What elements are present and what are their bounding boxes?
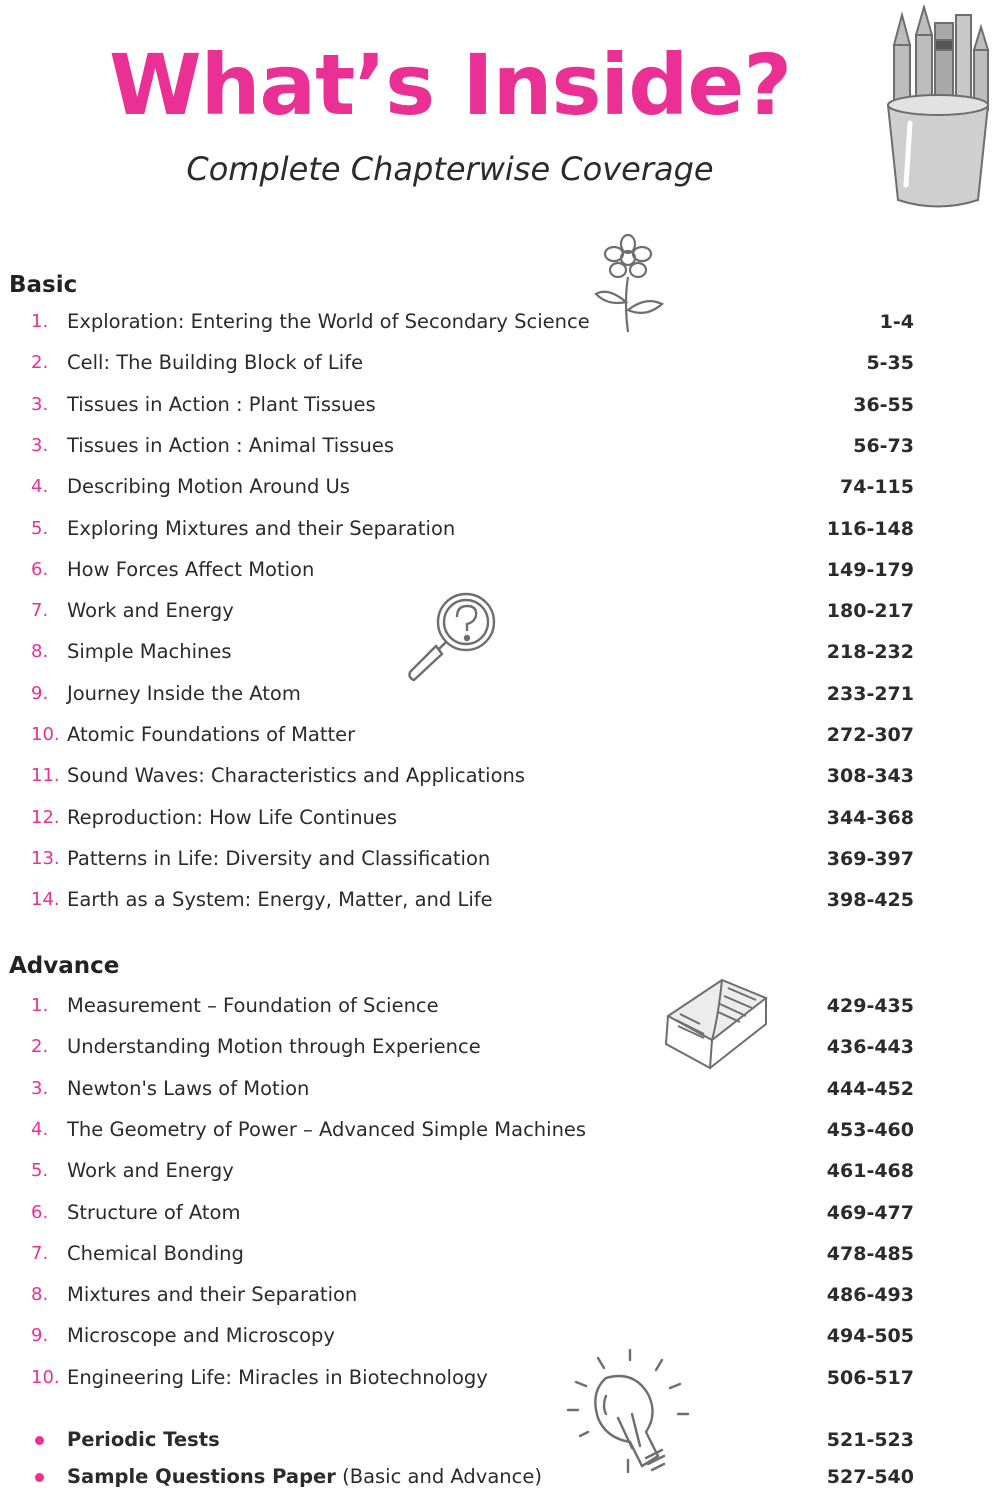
chapter-row — [0, 1114, 995, 1146]
section-heading-advance: Advance — [9, 953, 120, 979]
chapter-pages: 494-505 — [826, 1325, 914, 1348]
chapter-title: Understanding Motion through Experience — [67, 1035, 481, 1059]
chapter-number: 1. — [31, 995, 49, 1016]
chapter-row — [0, 1320, 995, 1352]
chapter-title: Structure of Atom — [67, 1200, 241, 1224]
chapter-number: 7. — [31, 1242, 49, 1264]
chapter-pages: 469-477 — [826, 1201, 914, 1224]
chapter-number: 9. — [31, 1325, 49, 1347]
chapter-row — [0, 636, 995, 668]
chapter-number: 8. — [31, 641, 49, 663]
chapter-number: 10. — [31, 724, 60, 745]
chapter-row — [0, 1073, 995, 1105]
chapter-title: Reproduction: How Life Continues — [67, 805, 398, 829]
chapter-number: 12. — [31, 806, 60, 828]
extra-pages: 527-540 — [826, 1466, 914, 1488]
chapter-number: 1. — [31, 311, 49, 332]
chapter-number: 3. — [31, 434, 49, 456]
chapter-title: Atomic Foundations of Matter — [67, 723, 356, 746]
chapter-title: How Forces Affect Motion — [67, 557, 315, 581]
chapter-row — [0, 595, 995, 627]
bullet-icon — [35, 1473, 44, 1482]
chapter-number: 7. — [31, 600, 49, 622]
page-subtitle: Complete Chapterwise Coverage — [186, 150, 714, 188]
chapter-pages: 5-35 — [866, 352, 914, 375]
chapter-row — [0, 347, 995, 379]
chapter-pages: 74-115 — [840, 476, 914, 499]
extra-pages: 521-523 — [826, 1429, 914, 1451]
chapter-number: 4. — [31, 1118, 49, 1140]
extra-row — [0, 1461, 995, 1493]
chapter-row — [0, 430, 995, 462]
page-title: What’s Inside? — [108, 36, 792, 134]
chapter-pages: 344-368 — [826, 806, 914, 829]
chapter-title: Microscope and Microscopy — [67, 1324, 335, 1348]
chapter-title: Exploration: Entering the World of Secondary Science — [67, 310, 590, 333]
chapter-pages: 116-148 — [826, 517, 914, 540]
chapter-row — [0, 802, 995, 834]
chapter-number: 10. — [31, 1366, 60, 1388]
bullet-icon — [35, 1436, 44, 1445]
extra-note: (Basic and Advance) — [335, 1465, 542, 1488]
chapter-pages: 429-435 — [826, 995, 914, 1017]
chapter-title: Engineering Life: Miracles in Biotechnology — [67, 1365, 488, 1389]
chapter-number: 13. — [31, 847, 60, 869]
chapter-row — [0, 1031, 995, 1063]
chapter-row — [0, 306, 995, 338]
chapter-title: The Geometry of Power – Advanced Simple Machines — [67, 1117, 587, 1141]
chapter-title: Work and Energy — [67, 599, 234, 623]
chapter-row — [0, 1197, 995, 1229]
chapter-title: Work and Energy — [67, 1159, 234, 1183]
chapter-row — [0, 990, 995, 1022]
chapter-pages: 180-217 — [826, 600, 914, 623]
extra-title-bold: Periodic Tests — [67, 1428, 220, 1451]
chapter-number: 2. — [31, 1036, 49, 1058]
chapter-row — [0, 843, 995, 875]
chapter-number: 6. — [31, 1201, 49, 1223]
chapter-pages: 233-271 — [826, 682, 914, 705]
chapter-number: 5. — [31, 1160, 49, 1182]
chapter-row — [0, 719, 995, 751]
chapter-row — [0, 678, 995, 710]
chapter-pages: 308-343 — [826, 765, 914, 788]
open-book-icon — [662, 978, 772, 1073]
extra-title — [67, 1424, 220, 1456]
chapter-row — [0, 884, 995, 916]
chapter-title: Newton's Laws of Motion — [67, 1076, 310, 1100]
chapter-number: 2. — [31, 352, 49, 374]
extra-title — [67, 1461, 542, 1493]
extra-title-bold: Sample Questions Paper — [67, 1465, 336, 1488]
chapter-number: 3. — [31, 1077, 49, 1099]
chapter-title: Patterns in Life: Diversity and Classification — [67, 846, 491, 870]
chapter-pages: 36-55 — [853, 393, 914, 416]
chapter-pages: 369-397 — [826, 847, 914, 870]
chapter-number: 9. — [31, 682, 49, 704]
chapter-number: 6. — [31, 558, 49, 580]
chapter-title: Tissues in Action : Animal Tissues — [67, 433, 395, 457]
chapter-pages: 272-307 — [826, 724, 914, 746]
section-heading-basic: Basic — [9, 272, 78, 298]
chapter-title: Sound Waves: Characteristics and Applications — [67, 764, 526, 788]
chapter-number: 8. — [31, 1284, 49, 1306]
chapter-pages: 218-232 — [826, 641, 914, 664]
chapter-pages: 436-443 — [826, 1036, 914, 1059]
chapter-row — [0, 1279, 995, 1311]
chapter-row — [0, 389, 995, 421]
chapter-number: 5. — [31, 517, 49, 539]
chapter-pages: 444-452 — [826, 1077, 914, 1100]
chapter-pages: 486-493 — [826, 1284, 914, 1307]
chapter-pages: 461-468 — [826, 1160, 914, 1183]
chapter-title: Describing Motion Around Us — [67, 475, 350, 499]
chapter-title: Cell: The Building Block of Life — [67, 351, 364, 375]
chapter-number: 14. — [31, 889, 60, 911]
chapter-title: Chemical Bonding — [67, 1241, 244, 1265]
chapter-title: Mixtures and their Separation — [67, 1283, 358, 1307]
chapter-number: 11. — [31, 765, 60, 787]
chapter-row — [0, 513, 995, 545]
chapter-row — [0, 1155, 995, 1187]
chapter-pages: 506-517 — [826, 1366, 914, 1389]
chapter-title: Measurement – Foundation of Science — [67, 994, 439, 1017]
chapter-row — [0, 1362, 995, 1394]
chapter-title: Journey Inside the Atom — [67, 681, 301, 705]
chapter-pages: 478-485 — [826, 1242, 914, 1265]
chapter-number: 4. — [31, 476, 49, 498]
chapter-row — [0, 471, 995, 503]
chapter-number: 3. — [31, 393, 49, 415]
chapter-title: Tissues in Action : Plant Tissues — [67, 392, 376, 416]
chapter-title: Earth as a System: Energy, Matter, and Life — [67, 888, 493, 912]
chapter-pages: 398-425 — [826, 889, 914, 912]
chapter-title: Exploring Mixtures and their Separation — [67, 516, 456, 540]
chapter-row — [0, 1238, 995, 1270]
pencil-cup-icon — [880, 5, 995, 210]
chapter-row — [0, 554, 995, 586]
chapter-pages: 1-4 — [879, 311, 914, 333]
chapter-pages: 453-460 — [826, 1118, 914, 1141]
extra-row — [0, 1424, 995, 1456]
chapter-row — [0, 760, 995, 792]
chapter-title: Simple Machines — [67, 640, 232, 664]
chapter-pages: 149-179 — [826, 558, 914, 581]
chapter-pages: 56-73 — [853, 434, 914, 457]
